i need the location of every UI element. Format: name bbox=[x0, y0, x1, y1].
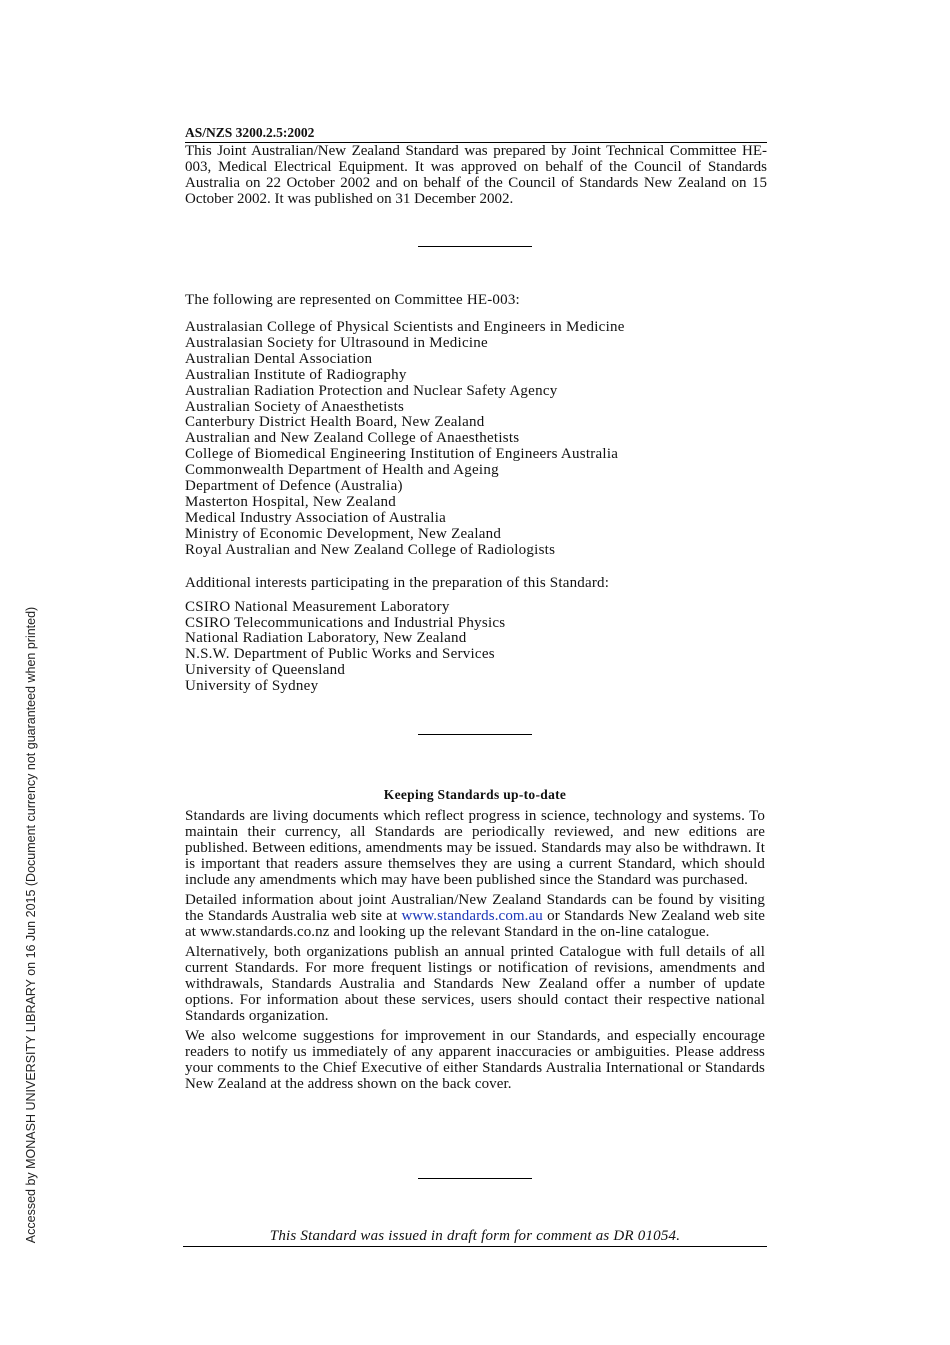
list-item: University of Sydney bbox=[185, 678, 319, 695]
paragraph-catalogue: Alternatively, both organizations publish an annual printed Catalogue with full details of all current Standards. For more frequent listings or notification of revisions, amendments and withdrawals, Standards Australia and Standards New Zealand offer a number of update options. For information about these services, users should contact their respective national Standards organization. bbox=[185, 944, 765, 1024]
list-item: Australasian Society for Ultrasound in Medicine bbox=[185, 334, 488, 351]
web-info-text-before: Detailed information about joint Australian/New Zealand Standards can be found by visiting the Standards Australia web site at bbox=[185, 892, 765, 924]
list-item: University of Queensland bbox=[185, 662, 346, 679]
access-watermark: Accessed by MONASH UNIVERSITY LIBRARY on 16 Jun 2015 (Document currency not guaranteed when printed) bbox=[24, 606, 38, 1244]
list-item: Australian and New Zealand College of Anaesthetists bbox=[185, 430, 520, 447]
list-item: Australian Radiation Protection and Nuclear Safety Agency bbox=[185, 382, 558, 399]
paragraph-living-documents: Standards are living documents which reflect progress in science, technology and systems. To maintain their currency, all Standards are periodically reviewed, and new editions are published. Between editions, amendments may be issued. Standards may also be withdrawn. It is important that readers assure themselves they are using a current Standard, which should include any amendments which may have been published since the Standard was purchased. bbox=[185, 808, 765, 888]
section-divider-3 bbox=[418, 1178, 532, 1179]
list-item: Australasian College of Physical Scientists and Engineers in Medicine bbox=[185, 319, 625, 335]
list-item: Royal Australian and New Zealand College of Radiologists bbox=[185, 541, 556, 558]
section-divider-1 bbox=[418, 246, 532, 247]
committee-member-list bbox=[185, 320, 765, 559]
section-divider-2 bbox=[418, 734, 532, 735]
list-item: Masterton Hospital, New Zealand bbox=[185, 493, 397, 510]
list-item: Australian Institute of Radiography bbox=[185, 366, 407, 383]
list-item: Department of Defence (Australia) bbox=[185, 478, 403, 495]
standards-au-link[interactable]: www.standards.com.au bbox=[401, 908, 543, 924]
list-item: Australian Dental Association bbox=[185, 350, 373, 367]
preparation-statement: This Joint Australian/New Zealand Standard was prepared by Joint Technical Committee HE-003, Medical Electrical Equipment. It was approved on behalf of the Council of Standards Australia on 22 October 2002 and on behalf of the Council of Standards New Zealand on 15 October 2002. It was published on 31 December 2002. bbox=[185, 143, 767, 207]
committee-section bbox=[185, 292, 765, 695]
list-item: N.S.W. Department of Public Works and Services bbox=[185, 646, 495, 663]
list-item: Canterbury District Health Board, New Zealand bbox=[185, 414, 485, 431]
keeping-standards-section bbox=[185, 787, 765, 1096]
list-item: CSIRO National Measurement Laboratory bbox=[185, 598, 450, 615]
standard-header bbox=[185, 125, 767, 207]
list-item: College of Biomedical Engineering Institution of Engineers Australia bbox=[185, 446, 619, 463]
list-item: CSIRO Telecommunications and Industrial Physics bbox=[185, 614, 506, 631]
additional-interests-list bbox=[185, 600, 765, 695]
paragraph-web-info bbox=[185, 892, 765, 940]
list-item: National Radiation Laboratory, New Zealand bbox=[185, 630, 467, 647]
additional-interests-intro: Additional interests participating in the preparation of this Standard: bbox=[185, 574, 610, 591]
standard-id: AS/NZS 3200.2.5:2002 bbox=[185, 125, 767, 143]
list-item: Ministry of Economic Development, New Zealand bbox=[185, 525, 502, 542]
committee-intro: The following are represented on Committee HE-003: bbox=[185, 292, 520, 308]
section-heading: Keeping Standards up-to-date bbox=[383, 787, 567, 802]
paragraph-suggestions: We also welcome suggestions for improvement in our Standards, and especially encourage readers to notify us immediately of any apparent inaccuracies or ambiguities. Please address your comments to the Chief Executive of either Standards Australia International or Standards New Zealand at the address shown on the back cover. bbox=[185, 1028, 765, 1092]
list-item: Commonwealth Department of Health and Ageing bbox=[185, 462, 499, 479]
page-footer bbox=[183, 1227, 767, 1247]
list-item: Medical Industry Association of Australia bbox=[185, 509, 447, 526]
web-info-text-after: or Standards New Zealand web site at www.standards.co.nz and looking up the relevant Standard in the on-line catalogue. bbox=[185, 908, 765, 940]
list-item: Australian Society of Anaesthetists bbox=[185, 398, 405, 415]
draft-note: This Standard was issued in draft form for comment as DR 01054. bbox=[183, 1227, 767, 1247]
